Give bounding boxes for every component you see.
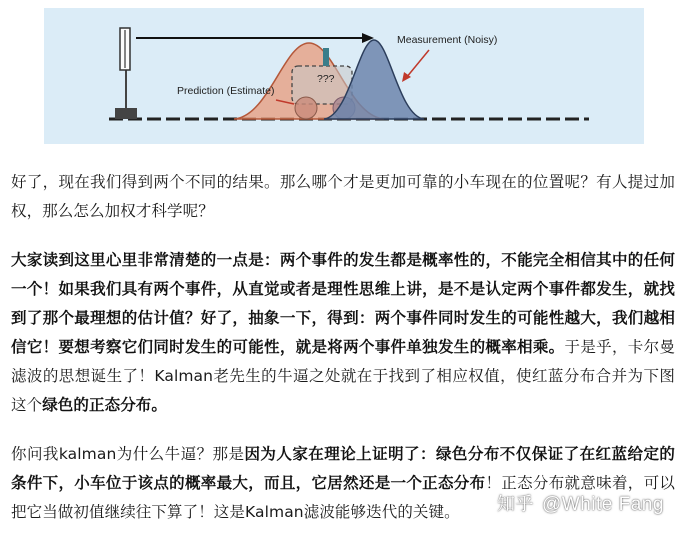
paragraph-2-bold: 大家读到这里心里非常清楚的一点是：两个事件的发生都是概率性的，不能完全相信其中的任何一个！如果我们具有两个事件，从直觉或者是理性思维上讲，是不是认定两个事件都发生，就找到了那个最理想的估计值？好了，抽象一下，得到：两个事件同时发生的可能性越大，我们越相信它！要想考察它们同时发生的可能性，就是将两个事件单独发生的概率相乘。	[11, 251, 675, 356]
paragraph-2	[11, 246, 675, 420]
measurement-label: Measurement (Noisy)	[397, 34, 498, 46]
prediction-label: Prediction (Estimate)	[177, 85, 275, 97]
paragraph-1: 好了，现在我们得到两个不同的结果。那么哪个才是更加可靠的小车现在的位置呢？有人提过加权，那么怎么加权才科学呢？	[11, 173, 675, 220]
kalman-diagram	[44, 8, 644, 144]
measurement-pointer	[406, 50, 429, 78]
paragraph-3-intro: 你问我kalman为什么牛逼？那是	[11, 445, 245, 463]
unknown-label: ???	[317, 73, 335, 85]
car-wheel-left	[295, 97, 317, 119]
kalman-figure	[44, 8, 644, 144]
watermark-site: 知乎	[497, 494, 534, 515]
car-antenna	[323, 48, 329, 66]
paragraph-2-green: 绿色的正态分布。	[42, 396, 168, 414]
tower-base	[115, 108, 137, 119]
watermark	[497, 490, 664, 516]
paragraph-3-bold: 因为人家在理论上证明了：绿色分布不仅保证了在红蓝给定的条件下，小车位于该点的概率最大，而且，它居然还是一个正态分布	[11, 445, 675, 492]
paragraph-3-tail: ！正态分布就意味着，可以把它当做初值继续往下算了！这是Kalman滤波能够迭代的关键。	[11, 474, 675, 521]
watermark-author: @White Fang	[542, 494, 664, 515]
paragraph-2-normal: 于是乎，卡尔曼滤波的思想诞生了！Kalman老先生的牛逼之处就在于找到了相应权值，使红蓝分布合并为下图这个	[11, 338, 675, 414]
